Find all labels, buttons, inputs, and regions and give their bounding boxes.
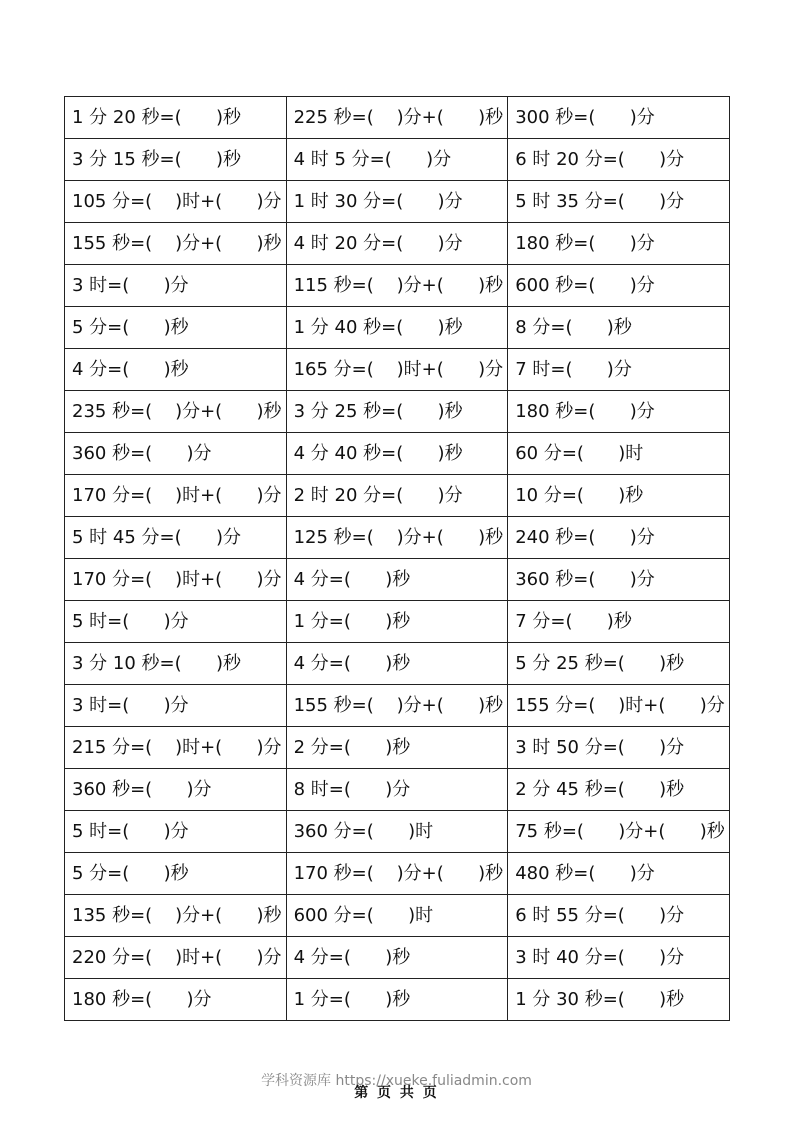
- exercise-cell: 1 分 20 秒=( )秒: [65, 97, 287, 139]
- table-row: [65, 265, 730, 307]
- exercise-cell: 4 分=( )秒: [65, 349, 287, 391]
- table-row: [65, 601, 730, 643]
- table-row: [65, 433, 730, 475]
- table-row: [65, 349, 730, 391]
- exercise-cell: 5 时=( )分: [65, 811, 287, 853]
- exercise-cell: 3 时 50 分=( )分: [508, 727, 730, 769]
- table-row: [65, 643, 730, 685]
- table-row: [65, 895, 730, 937]
- exercise-cell: 155 分=( )时+( )分: [508, 685, 730, 727]
- exercise-cell: 360 分=( )时: [286, 811, 508, 853]
- exercise-cell: 6 时 20 分=( )分: [508, 139, 730, 181]
- exercise-cell: 4 分=( )秒: [286, 559, 508, 601]
- exercise-cell: 2 分=( )秒: [286, 727, 508, 769]
- exercise-cell: 300 秒=( )分: [508, 97, 730, 139]
- table-row: [65, 853, 730, 895]
- exercise-table: [64, 96, 730, 1021]
- exercise-cell: 60 分=( )时: [508, 433, 730, 475]
- exercise-cell: 7 时=( )分: [508, 349, 730, 391]
- watermark-text: 学科资源库 https://xueke.fuliadmin.com: [261, 1073, 532, 1089]
- exercise-cell: 3 时 40 分=( )分: [508, 937, 730, 979]
- table-row: [65, 307, 730, 349]
- exercise-cell: 155 秒=( )分+( )秒: [286, 685, 508, 727]
- exercise-cell: 3 时=( )分: [65, 265, 287, 307]
- exercise-cell: 360 秒=( )分: [508, 559, 730, 601]
- exercise-cell: 480 秒=( )分: [508, 853, 730, 895]
- exercise-cell: 5 分=( )秒: [65, 307, 287, 349]
- exercise-cell: 4 时 20 分=( )分: [286, 223, 508, 265]
- table-row: [65, 139, 730, 181]
- exercise-cell: 5 时 45 分=( )分: [65, 517, 287, 559]
- exercise-cell: 115 秒=( )分+( )秒: [286, 265, 508, 307]
- exercise-cell: 600 分=( )时: [286, 895, 508, 937]
- exercise-cell: 170 秒=( )分+( )秒: [286, 853, 508, 895]
- exercise-cell: 4 时 5 分=( )分: [286, 139, 508, 181]
- table-row: [65, 727, 730, 769]
- table-row: [65, 979, 730, 1021]
- table-row: [65, 685, 730, 727]
- exercise-cell: 170 分=( )时+( )分: [65, 475, 287, 517]
- table-row: [65, 181, 730, 223]
- exercise-cell: 165 分=( )时+( )分: [286, 349, 508, 391]
- table-row: [65, 391, 730, 433]
- exercise-cell: 235 秒=( )分+( )秒: [65, 391, 287, 433]
- exercise-cell: 170 分=( )时+( )分: [65, 559, 287, 601]
- exercise-cell: 220 分=( )时+( )分: [65, 937, 287, 979]
- table-row: [65, 769, 730, 811]
- exercise-cell: 1 分 40 秒=( )秒: [286, 307, 508, 349]
- exercise-cell: 180 秒=( )分: [508, 391, 730, 433]
- exercise-cell: 3 时=( )分: [65, 685, 287, 727]
- exercise-cell: 360 秒=( )分: [65, 769, 287, 811]
- exercise-cell: 1 分=( )秒: [286, 601, 508, 643]
- exercise-cell: 4 分=( )秒: [286, 937, 508, 979]
- exercise-cell: 2 分 45 秒=( )秒: [508, 769, 730, 811]
- exercise-cell: 155 秒=( )分+( )秒: [65, 223, 287, 265]
- page-footer: 第 页 共 页: [354, 1085, 439, 1101]
- exercise-cell: 240 秒=( )分: [508, 517, 730, 559]
- exercise-cell: 225 秒=( )分+( )秒: [286, 97, 508, 139]
- exercise-cell: 5 时 35 分=( )分: [508, 181, 730, 223]
- exercise-table-body: [65, 97, 730, 1021]
- exercise-cell: 8 时=( )分: [286, 769, 508, 811]
- exercise-cell: 5 分 25 秒=( )秒: [508, 643, 730, 685]
- exercise-cell: 4 分=( )秒: [286, 643, 508, 685]
- exercise-cell: 5 时=( )分: [65, 601, 287, 643]
- table-row: [65, 937, 730, 979]
- table-row: [65, 517, 730, 559]
- table-row: [65, 223, 730, 265]
- exercise-cell: 2 时 20 分=( )分: [286, 475, 508, 517]
- exercise-cell: 1 分 30 秒=( )秒: [508, 979, 730, 1021]
- exercise-cell: 8 分=( )秒: [508, 307, 730, 349]
- exercise-cell: 5 分=( )秒: [65, 853, 287, 895]
- exercise-cell: 135 秒=( )分+( )秒: [65, 895, 287, 937]
- exercise-cell: 10 分=( )秒: [508, 475, 730, 517]
- exercise-cell: 1 分=( )秒: [286, 979, 508, 1021]
- exercise-cell: 4 分 40 秒=( )秒: [286, 433, 508, 475]
- exercise-cell: 125 秒=( )分+( )秒: [286, 517, 508, 559]
- exercise-cell: 6 时 55 分=( )分: [508, 895, 730, 937]
- table-row: [65, 811, 730, 853]
- table-row: [65, 97, 730, 139]
- exercise-cell: 7 分=( )秒: [508, 601, 730, 643]
- exercise-cell: 75 秒=( )分+( )秒: [508, 811, 730, 853]
- exercise-cell: 600 秒=( )分: [508, 265, 730, 307]
- exercise-cell: 360 秒=( )分: [65, 433, 287, 475]
- exercise-cell: 180 秒=( )分: [508, 223, 730, 265]
- exercise-cell: 1 时 30 分=( )分: [286, 181, 508, 223]
- exercise-cell: 215 分=( )时+( )分: [65, 727, 287, 769]
- exercise-cell: 180 秒=( )分: [65, 979, 287, 1021]
- table-row: [65, 475, 730, 517]
- exercise-cell: 3 分 10 秒=( )秒: [65, 643, 287, 685]
- exercise-cell: 105 分=( )时+( )分: [65, 181, 287, 223]
- exercise-cell: 3 分 15 秒=( )秒: [65, 139, 287, 181]
- exercise-cell: 3 分 25 秒=( )秒: [286, 391, 508, 433]
- table-row: [65, 559, 730, 601]
